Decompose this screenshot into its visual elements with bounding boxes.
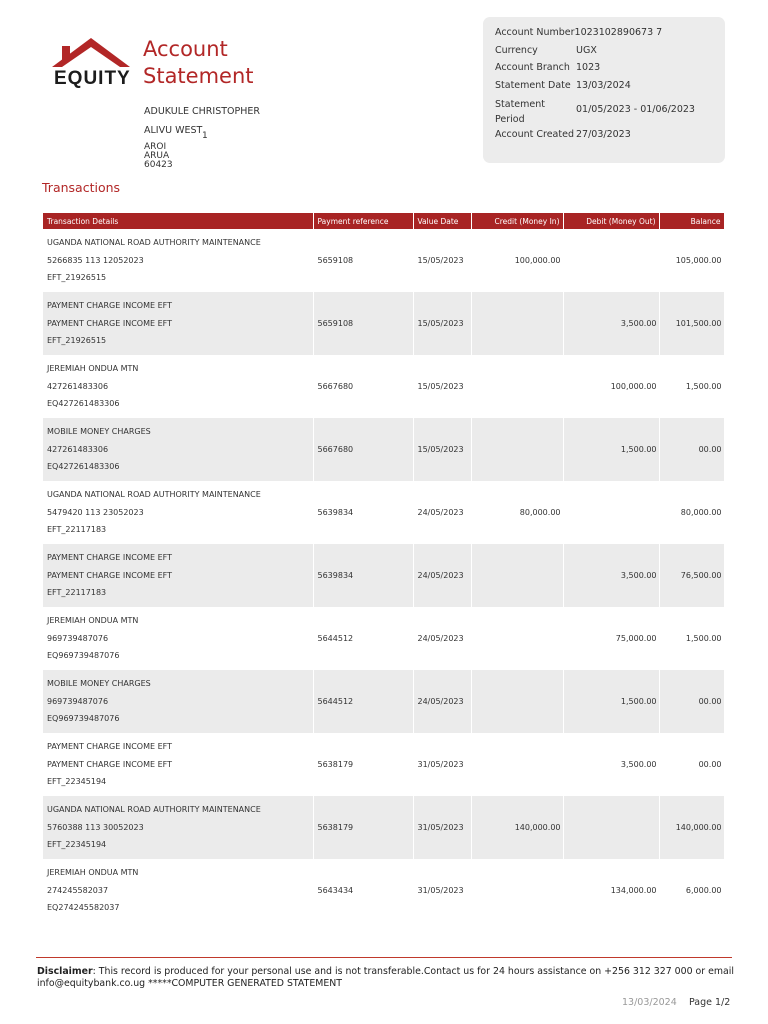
value-date-cell: 31/05/2023 [413,859,471,922]
payment-reference-cell: 5659108 [313,229,413,292]
transaction-detail-line: PAYMENT CHARGE INCOME EFT [47,301,172,311]
transaction-details-cell [43,292,313,355]
payment-reference-cell: 5644512 [313,607,413,670]
footer-date: 13/03/2024 [622,997,677,1008]
balance-cell: 1,500.00 [659,355,724,418]
value-date-cell: 24/05/2023 [413,607,471,670]
transaction-details-cell [43,733,313,796]
table-row [43,418,724,481]
transaction-detail-line: EQ969739487076 [47,714,120,724]
payment-reference-cell: 5659108 [313,292,413,355]
transaction-detail-line: PAYMENT CHARGE INCOME EFT [47,742,172,752]
debit-cell [563,229,659,292]
table-row [43,355,724,418]
column-header: Balance [659,213,724,229]
debit-cell: 1,500.00 [563,670,659,733]
transaction-details-cell [43,481,313,544]
statement-period-value: 01/05/2023 - 01/06/2023 [576,104,695,115]
address-superscript: 1 [202,131,208,141]
customer-name: ADUKULE CHRISTOPHER [144,106,260,117]
credit-cell [471,607,563,670]
currency-row [495,45,597,56]
currency-value: UGX [576,45,597,56]
column-header: Credit (Money In) [471,213,563,229]
transaction-detail-line: EFT_22117183 [47,525,107,535]
account-info-panel [483,17,725,163]
credit-cell [471,670,563,733]
disclaimer-label: Disclaimer [37,966,93,977]
statement-period-label: Statement Period [495,99,545,125]
transaction-detail-line: 274245582037 [47,885,109,895]
address-line-1: ALIVU WEST [144,125,203,136]
transaction-details-cell [43,670,313,733]
transactions-heading: Transactions [42,180,121,195]
account-number-value: 1023102890673 7 [574,27,663,38]
transaction-detail-line: 5479420 113 23052023 [47,507,144,517]
table-row [43,733,724,796]
payment-reference-cell: 5644512 [313,670,413,733]
credit-cell [471,544,563,607]
debit-cell: 75,000.00 [563,607,659,670]
table-header-row [43,213,724,229]
debit-cell [563,796,659,859]
credit-cell [471,859,563,922]
transaction-detail-line: EFT_22345194 [47,840,107,850]
balance-cell: 00.00 [659,418,724,481]
credit-cell [471,355,563,418]
transaction-detail-line: JEREMIAH ONDUA MTN [47,364,139,374]
value-date-cell: 15/05/2023 [413,229,471,292]
table-row [43,796,724,859]
payment-reference-cell: 5643434 [313,859,413,922]
table-row [43,229,724,292]
table-row [43,607,724,670]
disclaimer-text: : This record is produced for your personal use and is not transferable.Contact us for 24 hours assistance on +256 312 327 000 or email info@equitybank.co.ug *****COMPUTER GENERATED STATEMENT [37,966,734,989]
branch-row [495,62,600,73]
transaction-detail-line: 5760388 113 30052023 [47,822,144,832]
transaction-detail-line: PAYMENT CHARGE INCOME EFT [47,759,172,769]
credit-cell [471,292,563,355]
balance-cell: 6,000.00 [659,859,724,922]
transaction-detail-line: 5266835 113 12052023 [47,255,144,265]
transaction-detail-line: UGANDA NATIONAL ROAD AUTHORITY MAINTENANCE [47,238,261,248]
payment-reference-cell: 5639834 [313,544,413,607]
transaction-details-cell [43,229,313,292]
transaction-detail-line: EQ427261483306 [47,462,120,472]
balance-cell: 00.00 [659,670,724,733]
payment-reference-cell: 5667680 [313,355,413,418]
table-row [43,544,724,607]
table-row [43,292,724,355]
table-row [43,670,724,733]
transaction-detail-line: EQ969739487076 [47,651,120,661]
column-header: Payment reference [313,213,413,229]
value-date-cell: 24/05/2023 [413,544,471,607]
balance-cell: 1,500.00 [659,607,724,670]
value-date-cell: 31/05/2023 [413,796,471,859]
branch-value: 1023 [576,62,601,73]
transaction-details-cell [43,859,313,922]
transaction-detail-line: 427261483306 [47,444,109,454]
debit-cell [563,481,659,544]
address-line-3: ARUA [144,151,170,161]
value-date-cell: 24/05/2023 [413,670,471,733]
address-line-4: 60423 [144,160,173,170]
account-number-label: Account Number [495,27,575,38]
transaction-detail-line: 969739487076 [47,696,109,706]
payment-reference-cell: 5639834 [313,481,413,544]
transaction-detail-line: EFT_22117183 [47,588,107,598]
account-number-row [495,27,662,38]
table-row [43,481,724,544]
balance-cell: 76,500.00 [659,544,724,607]
transaction-detail-line: MOBILE MONEY CHARGES [47,427,151,437]
value-date-cell: 24/05/2023 [413,481,471,544]
transaction-detail-line: PAYMENT CHARGE INCOME EFT [47,553,172,563]
column-header: Debit (Money Out) [563,213,659,229]
balance-cell: 105,000.00 [659,229,724,292]
value-date-cell: 31/05/2023 [413,733,471,796]
balance-cell: 101,500.00 [659,292,724,355]
debit-cell: 1,500.00 [563,418,659,481]
footer-divider [36,957,732,958]
transactions-table [43,213,725,922]
value-date-cell: 15/05/2023 [413,292,471,355]
column-header: Value Date [413,213,471,229]
equity-logo [52,38,130,90]
account-created-value: 27/03/2023 [576,129,631,140]
statement-date-label: Statement Date [495,80,571,91]
transaction-detail-line: JEREMIAH ONDUA MTN [47,868,139,878]
credit-cell: 140,000.00 [471,796,563,859]
debit-cell: 3,500.00 [563,733,659,796]
debit-cell: 3,500.00 [563,544,659,607]
transaction-details-cell [43,544,313,607]
debit-cell: 100,000.00 [563,355,659,418]
transaction-details-cell [43,355,313,418]
transaction-detail-line: JEREMIAH ONDUA MTN [47,616,139,626]
column-header: Transaction Details [43,213,313,229]
brand-name: EQUITY [54,68,131,89]
transaction-detail-line: PAYMENT CHARGE INCOME EFT [47,318,172,328]
address-line-2: AROI [144,142,167,152]
value-date-cell: 15/05/2023 [413,418,471,481]
payment-reference-cell: 5638179 [313,796,413,859]
payment-reference-cell: 5667680 [313,418,413,481]
transaction-details-cell [43,796,313,859]
debit-cell: 3,500.00 [563,292,659,355]
transaction-detail-line: PAYMENT CHARGE INCOME EFT [47,570,172,580]
value-date-cell: 15/05/2023 [413,355,471,418]
credit-cell: 100,000.00 [471,229,563,292]
page-number: Page 1/2 [689,997,731,1008]
credit-cell [471,418,563,481]
transaction-detail-line: EQ274245582037 [47,903,120,913]
transaction-detail-line: EQ427261483306 [47,399,120,409]
transaction-detail-line: UGANDA NATIONAL ROAD AUTHORITY MAINTENANCE [47,490,261,500]
title-line-1: Account [143,37,228,61]
currency-label: Currency [495,45,538,56]
debit-cell: 134,000.00 [563,859,659,922]
statement-period-row [495,97,695,127]
transaction-detail-line: 969739487076 [47,633,109,643]
disclaimer [37,966,737,990]
transaction-detail-line: EFT_21926515 [47,273,107,283]
transaction-details-cell [43,418,313,481]
account-created-row [495,129,631,140]
account-created-label: Account Created [495,129,574,140]
statement-date-row [495,80,631,91]
payment-reference-cell: 5638179 [313,733,413,796]
balance-cell: 80,000.00 [659,481,724,544]
balance-cell: 00.00 [659,733,724,796]
title-line-2: Statement [143,64,254,88]
page-title [143,36,254,90]
transaction-details-cell [43,607,313,670]
branch-label: Account Branch [495,62,570,73]
statement-date-value: 13/03/2024 [576,80,631,91]
house-roof-logo-icon [52,38,130,68]
transaction-detail-line: 427261483306 [47,381,109,391]
transaction-detail-line: MOBILE MONEY CHARGES [47,679,151,689]
balance-cell: 140,000.00 [659,796,724,859]
table-row [43,859,724,922]
transaction-detail-line: UGANDA NATIONAL ROAD AUTHORITY MAINTENANCE [47,805,261,815]
credit-cell [471,733,563,796]
transaction-detail-line: EFT_22345194 [47,777,107,787]
credit-cell: 80,000.00 [471,481,563,544]
transaction-detail-line: EFT_21926515 [47,336,107,346]
